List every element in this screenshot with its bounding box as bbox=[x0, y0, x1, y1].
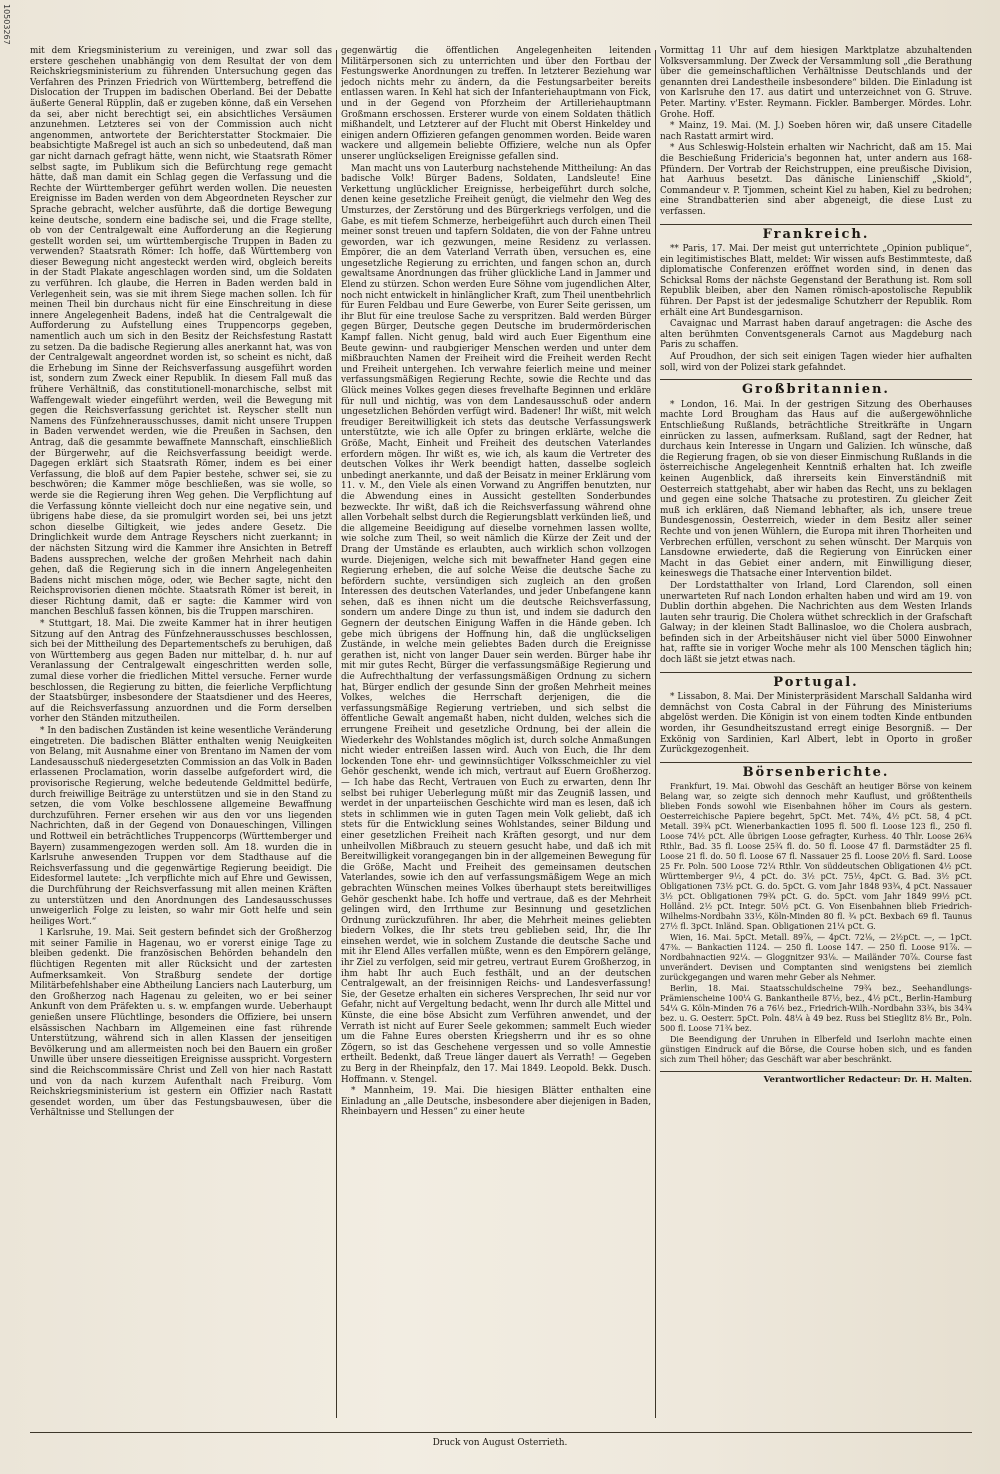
column-1 bbox=[30, 46, 332, 1424]
printer-imprint: Druck von August Osterrieth. bbox=[432, 1438, 568, 1448]
article-paragraph: * Lissabon, 8. Mai. Der Ministerpräsident Marschall Saldanha wird demnächst von Costa Cabral in der Führung des Ministeriums abgelöst werden. Die Königin ist von einem todten Kinde entbunden worden, ihr Gesundheitszustand erregt einige Besorgniß. — Der Exkönig von Sardinien, Karl Albert, lebt in Oporto in großer Zurückgezogenheit. bbox=[660, 692, 972, 756]
editor-line: Verantwortlicher Redacteur: Dr. H. Malten. bbox=[660, 1071, 972, 1086]
column-divider bbox=[336, 50, 337, 1418]
article-paragraph: * In den badischen Zuständen ist keine wesentliche Veränderung eingetreten. Die badischen Blätter enthalten wenig Neuigkeiten von Belang, mit Ausnahme einer von Brentano im Namen der vom Landesausschuß niedergesetzten Commission an das Volk in Baden erlassenen Proclamation, worin dasselbe aufgefordert wird, die provisorische Regierung, welche bedeutende Geldmittel bedürfe, durch freiwillige Beiträge zu unterstützen und sie in den Stand zu setzen, die vom Volke beschlossene allgemeine Bewaffnung durchzuführen. Ferner ersehen wir aus den vor uns liegenden Nachrichten, daß in der Gegend von Donaueschingen, Villingen und Rottweil ein beträchtliches Truppencorps (Württemberger und Bayern) zusammengezogen werden soll. Am 18. wurden die in Karlsruhe anwesenden Truppen vor dem Stadthause auf die Reichsverfassung und die gegenwärtige Regierung beeidigt. Die Eidesformel lautete: „Ich verpflichte mich auf Ehre und Gewissen, die Durchführung der Reichsverfassung mit allen meinen Kräften zu unterstützen und den Anordnungen des Landesausschusses unweigerlich Folge zu leisten, so wahr mir Gott helfe und sein heiliges Wort.“ bbox=[30, 726, 332, 927]
column-2 bbox=[341, 46, 651, 1424]
market-paragraph: Frankfurt, 19. Mai. Obwohl das Geschäft an heutiger Börse von keinem Belang war, so zeigte sich dennoch mehr Kauflust, und größtentheils blieben Fonds sowohl wie Eisenbahnen höher im Cours als gestern. Oesterreichische Papiere begehrt, 5pCt. Met. 74⅜, 4½ pCt. 58, 4 pCt. Metall. 39¾ pCt. Wienerbankactien 1095 fl. 500 fl. Loose 123 fl., 250 fl. Loose 74½ pCt. Alle übrigen Loose gefragter, Kurhess. 40 Thlr. Loose 26¾ Rthlr., Bad. 35 fl. Loose 25¾ fl. do. 50 fl. Loose 47 fl. Darmstädter 25 fl. Loose 21 fl. do. 50 fl. Loose 67 fl. Nassauer 25 fl. Loose 20½ fl. Sard. Loose 25 Fr. Poln. 500 Loose 72¼ Rthlr. Von süddeutschen Obligationen 4½ pCt. Württemberger 9½, 4 pCt. do. 3½ pCt. 75½, 4pCt. G. Bad. 3½ pCt. Obligationen 73½ pCt. G. do. 5pCt. G. vom Jahr 1848 93¾, 4 pCt. Nassauer 3½ pCt. Obligationen 79¾ pCt. G. do. 5pCt. vom Jahr 1849 99½ pCt. Holländ. 2½ pCt. Integr. 50½ pCt. G. Von Eisenbahnen blieb Friedrich-Wilhelms-Nordbahn 33½, Köln-Minden 80 fl. ¾ pCt. Bexbach 69 fl. Taunus 27½ fl. 3pCt. Inländ. Span. Obligationen 21¼ pCt. G. bbox=[660, 782, 972, 932]
section-heading-markets: Börsenberichte. bbox=[660, 762, 972, 779]
market-paragraph: Die Beendigung der Unruhen in Elberfeld und Iserlohn machte einen günstigen Eindruck auf die Börse, die Course hoben sich, und es fanden sich zum Theil höher; das Geschäft war aber beschränkt. bbox=[660, 1035, 972, 1065]
section-heading-britain: Großbritannien. bbox=[660, 379, 972, 396]
article-paragraph: Cavaignac und Marrast haben darauf angetragen: die Asche des alten berühmten Conventsgenerals Carnot aus Magdeburg nach Paris zu schaffen. bbox=[660, 319, 972, 351]
section-heading-france: Frankreich. bbox=[660, 224, 972, 241]
market-reports bbox=[660, 782, 972, 1065]
column-3 bbox=[660, 46, 972, 1424]
article-paragraph: ** Paris, 17. Mai. Der meist gut unterrichtete „Opinion publique“, ein legitimistisches Blatt, meldet: Wir wissen aufs Bestimmteste, daß diplomatische Conferenzen eröffnet worden sind, in denen das Schicksal Roms der nächste Gegenstand der Berathung ist. Rom soll Republik bleiben, aber den Namen römisch-apostolische Republik führen. Der Papst ist der jedesmalige Schutzherr der Republik. Rom erhält eine Art Bundesgarnison. bbox=[660, 244, 972, 318]
article-paragraph: l Karlsruhe, 19. Mai. Seit gestern befindet sich der Großherzog mit seiner Familie in Hagenau, wo er vorerst einige Tage zu bleiben gedenkt. Die französischen Behörden behandeln den flüchtigen Regenten mit aller Rücksicht und der zartesten Aufmerksamkeit. Von Straßburg sendete der dortige Militärbefehlshaber eine Abtheilung Lanciers nach Lauterburg, um den Großherzog nach Hagenau zu geleiten, wo er bei seiner Ankunft von dem Präfekten u. s. w. empfangen wurde. Ueberhaupt genießen unsere Flüchtlinge, besonders die Offiziere, bei unsern elsässischen Nachbarn im Allgemeinen eine fast rührende Unterstützung, während sich in allen Klassen der jenseitigen Bevölkerung und am allermeisten noch bei den Bauern ein großer Unwille über unsere diesseitigen Ereignisse ausspricht. Vorgestern sind die Reichscommissäre Christ und Zell von hier nach Rastatt und von da nach kurzem Aufenthalt nach Freiburg. Vom Reichskriegsministerium ist gestern ein Offizier nach Rastatt gesendet worden, um über das Festungsbauwesen, über die Verhältnisse und Stellungen der bbox=[30, 928, 332, 1119]
article-paragraph: * Stuttgart, 18. Mai. Die zweite Kammer hat in ihrer heutigen Sitzung auf den Antrag des Fünfzehnerausschusses beschlossen, sich bei der Mittheilung des Departementschefs zu beruhigen, daß von Württemberg aus gegen Baden nur mittelbar, d. h. nur auf Veranlassung der Centralgewalt eingeschritten werden solle, zumal diese vorher die friedlichen Mittel versuche. Ferner wurde beschlossen, die Regierung zu bitten, die feierliche Verpflichtung der Staatsbürger, insbesondere der Staatsdiener und des Heeres, auf die Reichsverfassung anzuordnen und die Form derselben vorher den Ständen mitzutheilen. bbox=[30, 619, 332, 725]
article-paragraph: * Mannheim, 19. Mai. Die hiesigen Blätter enthalten eine Einladung an „alle Deutsche, insbesondere aber diejenigen in Baden, Rheinbayern und Hessen“ zu einer heute bbox=[341, 1086, 651, 1118]
market-paragraph: Berlin, 18. Mai. Staatsschuldscheine 79¾ bez., Seehandlungs-Prämienscheine 100¼ G. Bankantheile 87½, bez., 4½ pCt., Berlin-Hamburg 54¼ G. Köln-Minden 76 a 76½ bez., Friedrich-Wilh.-Nordbahn 33¾, bis 34¾ bez. u. G. Oesterr. 5pCt. Poln. 48¼ à 49 bez. Russ bei Stieglitz 8½ Br., Poln. 500 fl. Loose 71¾ bez. bbox=[660, 984, 972, 1034]
article-paragraph: Vormittag 11 Uhr auf dem hiesigen Marktplatze abzuhaltenden Volksversammlung. Der Zweck der Versammlung soll „die Berathung über die gemeinschaftlichen Verhältnisse Deutschlands und der genannten drei Landestheile insbesondere“ bilden. Die Einladung ist von Karlsruhe den 17. aus datirt und unterzeichnet von G. Struve. Peter. Martiny. v'Ester. Reymann. Fickler. Bamberger. Mördes. Lohr. Grohe. Hoff. bbox=[660, 46, 972, 120]
document-id: 10503267 bbox=[2, 4, 11, 45]
article-paragraph: Auf Proudhon, der sich seit einigen Tagen wieder hier aufhalten soll, wird von der Polizei stark gefahndet. bbox=[660, 352, 972, 373]
article-paragraph: mit dem Kriegsministerium zu vereinigen, und zwar soll das erstere geschehen unabhängig von dem Resultat der von dem Reichskriegsministerium zu führenden Untersuchung gegen das Verfahren des Prinzen Friedrich von Württemberg, betreffend die Dislocation der Truppen im badischen Oberland. Bei der Debatte äußerte General Rüpplin, daß er zugeben könne, daß ein Versehen da sei, aber nicht berechtigt sei, ein absichtliches Versäumen anzunehmen. Letzteres sei von der Commission auch nicht angenommen, antwortete der Berichterstatter Stockmaier. Die beabsichtigte Maßregel ist auch an sich so unbedeutend, daß man gar nicht darnach gefragt hätte, wenn nicht, wie Staatsrath Römer selbst sagte, im Publikum sich die Befürchtung rege gemacht hätte, daß man damit ein Schlag gegen die Verfassung und die Rechte der Württemberger geführt werden wollen. Die neuesten Ereignisse im Baden werden von dem Abgeordneten Reyscher zur Sprache gebracht, welcher ausführte, daß die dortige Bewegung keine deutsche, sondern eine badische sei, und die Frage stellte, ob von der Centralgewalt eine Aufforderung an die Regierung gestellt worden sei, um württembergische Truppen in Baden zu verwenden? Staatsrath Römer: Ich hoffe, daß Württemberg von dieser Bewegung nicht angesteckt werden wird, obgleich bereits in der Stadt Plakate angeschlagen worden sind, um die Soldaten zu verführen. Ich glaube, die Herren in Baden werden bald in Verlegenheit sein, was sie mit ihrem Siege machen sollen. Ich für meinen Theil bin durchaus nicht für eine Einschreitung in diese innere Angelegenheit Badens, indeß hat die Centralgewalt die Aufforderung zu Aufstellung eines Truppencorps gegeben, namentlich auch um sich in den Besitz der Reichsfestung Rastatt zu setzen. Da die badische Regierung alles anerkannt hat, was von der Centralgewalt angeordnet worden ist, so scheint es nicht, daß die Erhebung im Sinne der Reichsverfassung ausgeführt worden ist, sondern zum Zweck einer Republik. In diesem Fall muß das frühere Verhältniß, das constitutionell-monarchische, selbst mit Waffengewalt wieder eingeführt werden, weil die Bewegung mit gegen die Reichsverfassung gerichtet ist. Reyscher stellt nun Namens des Fünfzehnerausschusses, damit nicht unsere Truppen in Baden verwendet werden, wie die Preußen in Sachsen, den Antrag, daß die gesammte bewaffnete Mannschaft, einschließlich der Bürgerwehr, auf die Reichsverfassung beeidigt werde. Dagegen erklärt sich Staatsrath Römer, indem es bei einer Verfassung, die bloß auf dem Papier bestehe, schwer sei, sie zu beschwören; die Kammer möge beschließen, was sie wolle, so werde sie die Regierung ihren Weg gehen. Die Verpflichtung auf die Verfassung könnte vielleicht doch nur eine negative sein, und übrigens habe diese, da sie promulgirt worden sei, bei uns jetzt schon dieselbe Giltigkeit, wie jedes andere Gesetz. Die Dringlichkeit wurde dem Antrage Reyschers nicht zuerkannt; in der nächsten Sitzung wird die Kammer ihre Ansichten in Betreff Badens aussprechen, welche der großen Mehrheit nach dahin gehen, daß die Regierung sich in die innern Angelegenheiten Badens nicht mischen möge, oder, wie Becher sagte, nicht den Reichsprovisorien dienen möchte. Staatsrath Römer ist bereit, in dieser Richtung damit, daß er sagte: die Kammer wird von manchen Beschluß fassen können, bis die Truppen marschiren. bbox=[30, 46, 332, 618]
article-paragraph: * Mainz, 19. Mai. (M. J.) Soeben hören wir, daß unsere Citadelle nach Rastatt armirt wird. bbox=[660, 121, 972, 142]
section-heading-portugal: Portugal. bbox=[660, 672, 972, 689]
column-divider bbox=[655, 50, 656, 1418]
article-paragraph: Der Lordstatthalter von Irland, Lord Clarendon, soll einen unerwarteten Ruf nach London erhalten haben und wird am 19. von Dublin dorthin abgehen. Die Nachrichten aus dem Westen Irlands lauten sehr traurig. Die Cholera wüthet schrecklich in der Grafschaft Galway; in der kleinen Stadt Ballinasloe, wo die Cholera ausbrach, befinden sich in der Arbeitshäuser nicht viel über 5000 Einwohner hat, raffte sie in voriger Woche mehr als 100 Menschen täglich hin; doch läßt sie jetzt etwas nach. bbox=[660, 580, 972, 666]
article-paragraph: Man macht uns von Lauterburg nachstehende Mittheilung: An das badische Volk! Bürger Badens, Soldaten, Landsleute! Eine Verkettung unglücklicher Ereignisse, herbeigeführt durch solche, denen keine gesetzliche Freiheit genügt, die vielmehr den Weg des Umsturzes, der Zerstörung und des Bürgerkriegs verfolgen, und die Gabe, es mit tiefem Schmerze, herbeigeführt auch durch einen Theil meiner sonst treuen und tapfern Soldaten, die von der Fahne untreu geworden, war ich gezwungen, meine Residenz zu verlassen. Empörer, die an dem Vaterland Verrath üben, versuchen es, eine ungesetzliche Regierung zu errichten, und fangen schon an, durch gewaltsame Anordnungen das früher glückliche Land in Jammer und Elend zu stürzen. Schon werden Eure Söhne vom jugendlichen Alter, noch nicht entwickelt in hinlänglicher Kraft, zum Theil unentbehrlich für Euren Feldbau und Eure Gewerbe, von Eurer Seite gerissen, um ihr Blut für eine treulose Sache zu verspritzen. Bald werden Bürger gegen Bürger, Deutsche gegen Deutsche im brudermörderischen Kampf fallen. Nicht genug, bald wird auch Euer Eigenthum eine Beute gewinn- und raubgieriger Menschen werden und unter dem mißbrauchten Namen der Freiheit wird die Freiheit werden Recht und Freiheit untergehen. Ich verwahre feierlich meine und meiner verfassungsmäßigen Regierung Rechte, sowie die Rechte und das Glück meines Volkes gegen dieses frevelhafte Beginnen und erkläre für null und nichtig, was von dem Landesausschuß oder andern ungesetzlichen Behörden verfügt wird. Badener! Ihr wißt, mit welch freudiger Bereitwilligkeit ich stets das deutsche Verfassungswerk unterstützte, wie ich alle Opfer zu bringen erklärte, welche die Größe, Macht, Einheit und Freiheit des deutschen Vaterlandes erfordern mögen. Ihr wißt es, wie ich, als kaum die Vertreter des deutschen Volkes ihr Werk beendigt hatten, dasselbe sogleich unbedingt anerkannte, und daß der Beisatz in meiner Erklärung vom 11. v. M., den Viele als einen Vorwand zu Angriffen benutzten, nur die Abwendung eines in Aussicht gestellten Sonderbundes bezweckte. Ihr wißt, daß ich die Reichsverfassung während ohne allen Vorbehalt selbst durch die Regierungsblatt verkünden ließ, und die allgemeine Beeidigung auf dieselbe vornehmen lassen wollte, wie solche zum Theil, so weit nämlich die Kürze der Zeit und der Drang der Umstände es erlaubten, auch wirklich schon vollzogen wurde. Diejenigen, welche sich mit bewaffneter Hand gegen eine Regierung erheben, die auf solche Weise die deutsche Sache zu befördern suchte, versündigen sich zugleich an den großen Interessen des deutschen Vaterlandes, und jeder Unbefangene kann sehen, daß es ihnen nicht um die deutsche Reichsverfassung, sondern um andere Dinge zu thun ist, und indem sie dadurch den Gegnern der deutschen Einigung Waffen in die Hände geben. Ich gebe mich übrigens der Hoffnung hin, daß die unglückseligen Zustände, in welche mein geliebtes Baden durch die Ereignisse gerathen ist, nicht von langer Dauer sein werden. Bürger habe ihr mit mir gutes Recht, Bürger die verfassungsmäßige Regierung und die Aufrechthaltung der verfassungsmäßigen Ordnung zu sichern hat, Bürger endlich der gesunde Sinn der großen Mehrheit meines Volkes, welches die Herrschaft derjenigen, die die verfassungsmäßige Regierung vertrieben, und sich selbst die öffentliche Gewalt angemaßt haben, nicht dulden, welches sich die errungene Freiheit und gesetzliche Ordnung, bei der allein die Wiederkehr des Wohlstandes möglich ist, durch solche Anmaßungen nicht wieder entreißen lassen wird. Auch von Euch, die Ihr dem lockenden Tone ehr- und gewinnsüchtiger Volksschmeichler zu viel Gehör geschenkt, wende ich mich, vertraut auf Euern Großherzog. — Ich habe das Recht, Vertrauen von Euch zu erwarten, denn Ihr selbst bei ruhiger Ueberlegung müßt mir das Zeugniß lassen, und werdet in der unparteiischen Geschichte wird man es lesen, daß ich stets in schlimmen wie in guten Tagen mein Volk geliebt, daß ich stets für die Entwicklung seines Wohlstandes, seiner Bildung und einer gesetzlichen Freiheit nach Kräften gesorgt, und nur dem unheilvollen Mißbrauch zu steuern gesucht habe, und daß ich mit Bereitwilligkeit vorangegangen bin in der allgemeinen Bewegung für die Größe, Macht und Freiheit des gemeinsamen deutschen Vaterlandes, sowie ich den auf verfassungsmäßigem Wege an mich gebrachten Wünschen meines Volkes überhaupt stets bereitwilliges Gehör geschenkt habe. Ich hoffe und vertraue, daß es der Mehrheit gelingen wird, den Irrthume zur Besinnung und gesetzlichen Ordnung zurückzuführen. Ihr aber, die Mehrheit meines geliebten biedern Volkes, die Ihr stets treu geblieben seid, Ihr, die Ihr einsehen werdet, wie in solchem Zustande die deutsche Sache und mit ihr Elend Alles verfallen müßte, wenn es den Empörern gelänge, ihr Ziel zu verfolgen, seid mir getreu, vertraut Eurem Großherzog, in ihm habt Ihr auch Euch festhält, und an der deutschen Centralgewalt, an der freisinnigen Reichs- und Landesverfassung! Sie, der Gesetze erhalten ein sicheres Versprechen, Ihr seid nur vor Gefahr, nicht auf Vergeltung bedacht, wenn Ihr durch alle Mittel und Künste, die eine böse Absicht zum Verführen anwendet, und der Verrath ist nicht auf Eurer Seele gekommen; sammelt Euch wieder um die Fahne Eures obersten Kriegsherrn und ihr es so ohne Zögern, so ist das Geschehene vergessen und so volle Amnestie ertheilt. Bedenkt, daß Treue länger dauert als Verrath! — Gegeben zu Berg in der Rheinpfalz, den 17. Mai 1849. Leopold. Bekk. Dusch. Hoffmann. v. Stengel. bbox=[341, 163, 651, 1085]
article-paragraph: * Aus Schleswig-Holstein erhalten wir Nachricht, daß am 15. Mai die Beschießung Fridericia's begonnen hat, unter andern aus 168-Pfündern. Der Vortrab der Reichstruppen, eine preußische Division, hat Aarhuus besetzt. Das dänische Linienschiff „Skiold“, Commandeur v. P. Tjommen, scheint Kiel zu haben, Kiel zu bedrohen; eine Strandbatterien sind aber abgeneigt, die diese Lust zu verfassen. bbox=[660, 143, 972, 217]
footer-rule bbox=[30, 1432, 972, 1433]
article-paragraph: gegenwärtig die öffentlichen Angelegenheiten leitenden Militärpersonen sich zu unterrichten und über den Fortbau der Festungswerke Anordnungen zu treffen. In letzterer Beziehung war jedoch nichts mehr zu ändern, da die Festungsarbeiter bereits entlassen waren. In Kehl hat sich der Infanteriehauptmann von Fick, und in der Gegend von Pforzheim der Artilleriehauptmann Großmann erschossen. Ersterer wurde von einem Soldaten thätlich mißhandelt, und Letzterer auf der Flucht mit Oberst Hinkeldey und einigen andern Offizieren gefangen genommen worden. Beide waren wackere und allgemein beliebte Offiziere, welche nun als Opfer unserer unglückseligen Ereignisse gefallen sind. bbox=[341, 46, 651, 162]
article-paragraph: * London, 16. Mai. In der gestrigen Sitzung des Oberhauses machte Lord Brougham das Haus auf die außergewöhnliche Entschließung Rußlands, beträchtliche Streitkräfte in Ungarn einrücken zu lassen, aufmerksam. Rußland, sagt der Redner, hat durchaus kein Interesse in Ungarn und Galizien. Ich wünsche, daß die Regierung fragen, ob sie von dieser Einmischung Rußlands in die österreichische Angelegenheit Kenntniß erhalten hat. Ich zweifle keinen Augenblick, daß ihrerseits kein Einverständniß mit Oesterreich stattgehabt, aber wir haben das Recht, uns zu beklagen und gegen eine solche Thatsache zu protestiren. Zu gleicher Zeit muß ich erklären, daß Niemand lebhafter, als ich, unsere treue Bundesgenossin, Oesterreich, wieder in dem Besitz aller seiner Rechte und von jenen Wühlern, die Europa mit ihren Thorheiten und Verbrechen erfüllen, verschont zu sehen wünscht. Der Marquis von Lansdowne erwiederte, daß die Regierung von Einrücken einer Macht in das Gebiet einer andern, mit Einwilligung dieser, keineswegs die Thatsache einer Intervention bildet. bbox=[660, 399, 972, 580]
market-paragraph: Wien, 16. Mai. 5pCt. Metall. 89⅞, — 4pCt. 72⅛, — 2½pCt. —, — 1pCt. 47⅜. — Bankactien 1124. — 250 fl. Loose 147. — 250 fl. Loose 91⅞. — Nordbahnactien 92¼. — Gloggnitzer 93⅛. — Mailänder 70⅞. Course fast unverändert. Devisen und Comptanten sind wenigstens bei ziemlich zurückgegangen und waren mehr Geber als Nehmer. bbox=[660, 933, 972, 983]
